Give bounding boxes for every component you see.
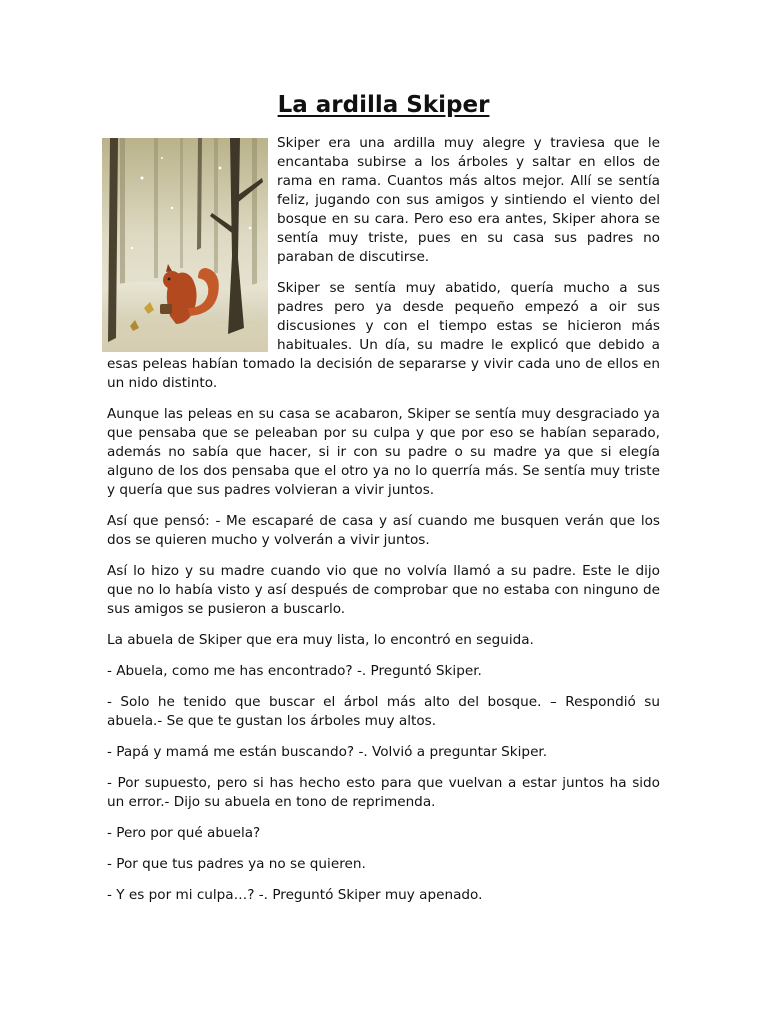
squirrel-illustration bbox=[102, 138, 268, 352]
document-page bbox=[107, 88, 660, 917]
paragraph-12: - Por que tus padres ya no se quieren. bbox=[107, 856, 366, 872]
paragraph-3: Aunque las peleas en su casa se acabaron, Skiper se sentía muy desgraciado ya que pensaba que se peleaban por su culpa y que por eso se habían separado, además no sabía que hacer, si ir con su padre o su madre ya que si elegía alguno de los dos pensaba que el otro ya no lo querría más. Se sentía muy triste y quería que sus padres volvieran a vivir juntos. bbox=[107, 406, 660, 498]
paragraph-2: Skiper se sentía muy abatido, quería mucho a sus padres pero ya desde pequeño empezó a oir sus discusiones y con el tiempo estas se hicieron más habituales. Un día, su madre le explicó que debido a esas peleas habían tomado la decisión de separarse y vivir cada uno de ellos en un nido distinto. bbox=[107, 280, 660, 391]
paragraph-13: - Y es por mi culpa…? -. Preguntó Skiper muy apenado. bbox=[107, 887, 483, 903]
paragraph-7: - Abuela, como me has encontrado? -. Preguntó Skiper. bbox=[107, 663, 482, 679]
paragraph-6: La abuela de Skiper que era muy lista, lo encontró en seguida. bbox=[107, 632, 534, 648]
paragraph-9: - Papá y mamá me están buscando? -. Volvió a preguntar Skiper. bbox=[107, 744, 548, 760]
paragraph-10: - Por supuesto, pero si has hecho esto para que vuelvan a estar juntos ha sido un error.- Dijo su abuela en tono de reprimenda. bbox=[107, 775, 660, 810]
paragraph-8: - Solo he tenido que buscar el árbol más alto del bosque. – Respondió su abuela.- Se que te gustan los árboles muy altos. bbox=[107, 694, 660, 729]
paragraph-5: Así lo hizo y su madre cuando vio que no volvía llamó a su padre. Este le dijo que no lo había visto y así después de comprobar que no estaba con ninguno de sus amigos se pusieron a buscarlo. bbox=[107, 563, 660, 617]
paragraph-1: Skiper era una ardilla muy alegre y traviesa que le encantaba subirse a los árboles y saltar en ellos de rama en rama. Cuantos más altos mejor. Allí se sentía feliz, jugando con sus amigos y sintiendo el viento del bosque en su cara. Pero eso era antes, Skiper ahora se sentía muy triste, pues en su casa sus padres no paraban de discutirse. bbox=[277, 135, 660, 265]
paragraph-11: - Pero por qué abuela? bbox=[107, 825, 261, 841]
paragraph-4: Así que pensó: - Me escaparé de casa y así cuando me busquen verán que los dos se quieren mucho y volverán a vivir juntos. bbox=[107, 513, 660, 548]
page-title: La ardilla Skiper bbox=[277, 92, 490, 118]
